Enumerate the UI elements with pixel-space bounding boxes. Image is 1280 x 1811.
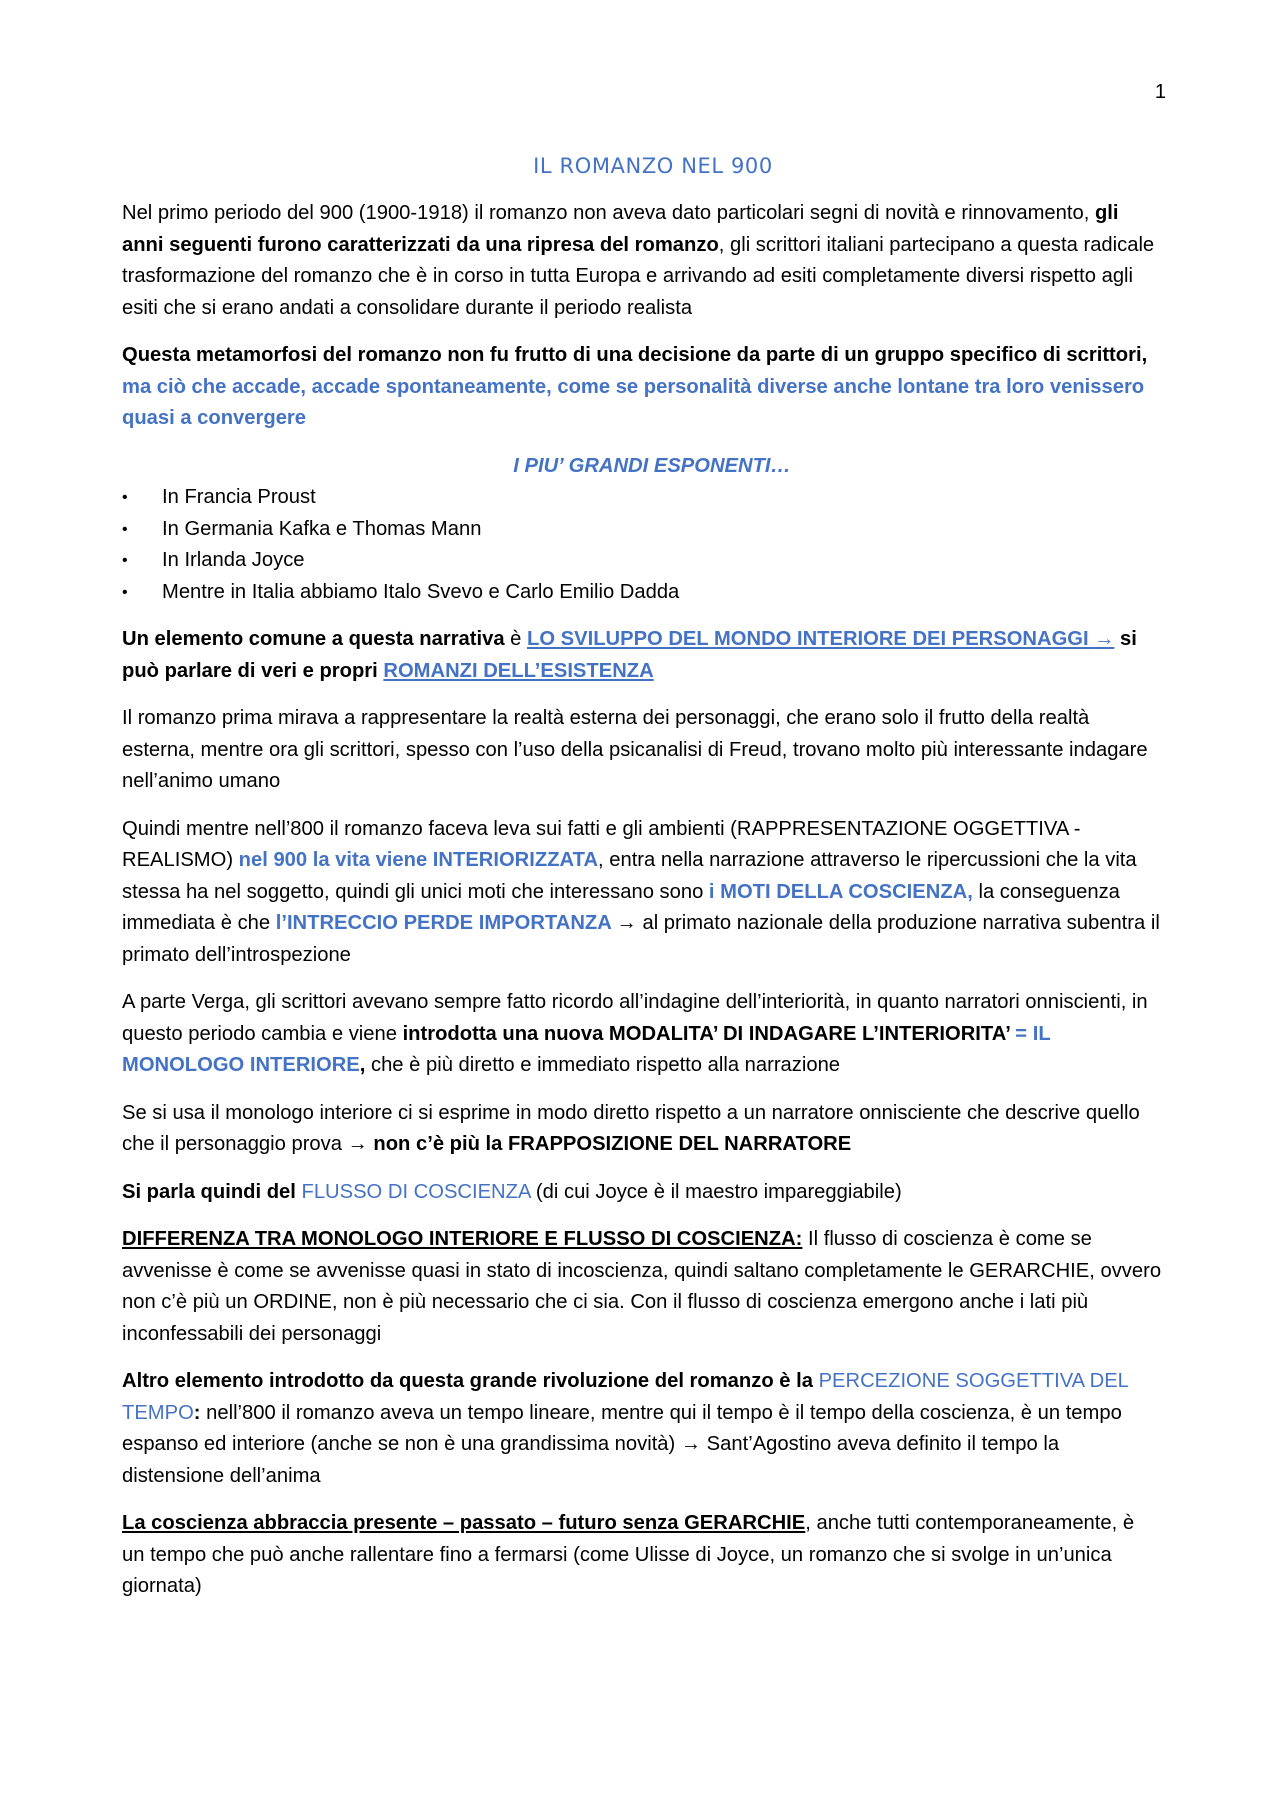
list-item (122, 514, 1162, 546)
list-item-text: In Germania Kafka e Thomas Mann (162, 517, 482, 540)
paragraph-intro (122, 198, 1162, 324)
paragraph-consciousness (122, 1508, 1162, 1603)
text-span: A parte Verga, gli scrittori avevano sempre fatto ricordo all’indagine dell’interiorità, in quanto narratori onniscienti, in questo periodo cambia e viene (122, 991, 1148, 1045)
text-span: al primato nazionale della produzione narrativa subentra il primato dell’introspezione (122, 912, 1160, 966)
text-bold: : (193, 1401, 201, 1424)
text-bold-blue: ma ciò che accade, accade spontaneamente, come se personalità diverse anche lontane tra loro venissero quasi a convergere (122, 375, 1145, 429)
list-item (122, 482, 1162, 514)
bullet-icon: • (122, 489, 128, 506)
paragraph-monologue (122, 1098, 1162, 1161)
text-bold-blue: = IL MONOLOGO INTERIORE (122, 1022, 1051, 1076)
text-span: Il flusso di coscienza è come se avvenisse è come se avvenisse quasi in stato di incoscienza, quindi saltano completamente le GERARCHIE, ovvero non c’è più un ORDINE, non è più necessario che ci sia. Con il flusso di coscienza emergono anche i lati più inconfessabili dei personaggi (122, 1228, 1162, 1345)
text-bold: si può parlare di veri e propri (122, 628, 1137, 682)
text-bold-blue: i MOTI DELLA COSCIENZA, (708, 880, 973, 903)
exponents-heading: I PIU’ GRANDI ESPONENTI… (513, 454, 791, 477)
paragraph-common-element (122, 624, 1162, 687)
text-blue: PERCEZIONE SOGGETTIVA DEL TEMPO (122, 1370, 1129, 1424)
document-title: IL ROMANZO NEL 900 (533, 154, 773, 178)
list-item-text: In Irlanda Joyce (162, 549, 305, 571)
text-bold: Un elemento comune a questa narrativa (122, 628, 505, 650)
arrow-right-icon: → (611, 912, 643, 934)
text-bold: Questa metamorfosi del romanzo non fu frutto di una decisione da parte di un gruppo specifico di scrittori, (122, 344, 1148, 366)
text-bold: Altro elemento introdotto da questa grande rivoluzione del romanzo è la (122, 1370, 819, 1392)
paragraph-interiorized (122, 814, 1162, 972)
list-item (122, 545, 1162, 577)
exponents-list (122, 482, 1162, 608)
text-span: la conseguenza immediata è che (122, 880, 1120, 934)
arrow-right-icon: → (347, 1133, 368, 1155)
bullet-icon: • (122, 520, 128, 538)
paragraph-before-now: Il romanzo prima mirava a rappresentare la realtà esterna dei personaggi, che erano solo il frutto della realtà esterna, mentre ora gli scrittori, spesso con l’uso della psicanalisi di Freud, trovano molto più interessante indagare nell’animo umano (122, 707, 1148, 792)
paragraph-metamorphosis (122, 340, 1162, 435)
text-bold-underlined: La coscienza abbraccia presente – passato – futuro senza GERARCHIE (122, 1512, 806, 1534)
text-span: , gli scrittori italiani partecipano a questa radicale trasformazione del romanzo che è in corso in tutta Europa e arrivando ad esiti completamente diversi rispetto agli esiti che si erano andati a consolidare durante il periodo realista (122, 233, 1155, 319)
text-span: , entra nella narrazione attraverso le ripercussioni che la vita stessa ha nel soggetto, quindi gli unici moti che interessano sono (122, 849, 1137, 903)
text-bold-blue-underlined: LO SVILUPPO DEL MONDO INTERIORE DEI PERSONAGGI (527, 628, 1095, 650)
list-item-text: Mentre in Italia abbiamo Italo Svevo e Carlo Emilio Dadda (162, 580, 680, 603)
arrow-right-icon: → (680, 1433, 702, 1455)
bullet-icon: • (122, 552, 128, 569)
text-span: , anche tutti contemporaneamente, è un tempo che può anche rallentare fino a fermarsi (come Ulisse di Joyce, un romanzo che si svolge in un’unica giornata) (122, 1512, 1135, 1597)
paragraph-difference (122, 1224, 1162, 1350)
text-span: è (504, 628, 528, 650)
text-bold: introdotta una nuova MODALITA’ DI INDAGARE L’INTERIORITA’ (402, 1022, 1010, 1045)
list-item-text: In Francia Proust (162, 486, 316, 508)
list-item (122, 577, 1162, 609)
text-span: (di cui Joyce è il maestro impareggiabile) (530, 1180, 902, 1203)
text-span: che è più diretto e immediato rispetto alla narrazione (365, 1054, 841, 1076)
text-span: Sant’Agostino aveva definito il tempo la distensione dell’anima (122, 1433, 1060, 1487)
text-bold: Si parla quindi del (122, 1180, 302, 1203)
text-bold-underlined: DIFFERENZA TRA MONOLOGO INTERIORE E FLUSSO DI COSCIENZA: (122, 1228, 803, 1250)
paragraph-stream (122, 1177, 1162, 1209)
text-span: nell’800 il romanzo aveva un tempo lineare, mentre qui il tempo è il tempo della coscienza, è un tempo espanso ed interiore (anche se non è una grandissima novità) (122, 1401, 1122, 1455)
paragraph-time-perception (122, 1366, 1162, 1492)
text-bold-blue: nel 900 la vita viene INTERIORIZZATA (238, 849, 599, 871)
text-bold-blue-underlined: ROMANZI DELL’ESISTENZA (383, 659, 654, 682)
text-span: Se si usa il monologo interiore ci si esprime in modo diretto rispetto a un narratore onnisciente che descrive quello che il personaggio prova (122, 1101, 1140, 1155)
paragraph-verga (122, 987, 1162, 1082)
text-blue: FLUSSO DI COSCIENZA (301, 1180, 531, 1203)
text-bold: non c’è più la FRAPPOSIZIONE DEL NARRATORE (367, 1133, 852, 1155)
page-number: 1 (1154, 81, 1166, 103)
text-bold-blue: l’INTRECCIO PERDE IMPORTANZA (275, 912, 612, 934)
arrow-right-icon: → (1094, 628, 1115, 650)
text-bold: gli anni seguenti furono caratterizzati da una ripresa del romanzo (122, 202, 1119, 256)
bullet-icon: • (122, 583, 128, 601)
document-body (122, 198, 1162, 1619)
text-span: Nel primo periodo del 900 (1900-1918) il romanzo non aveva dato particolari segni di novità e rinnovamento, (122, 202, 1095, 224)
text-span: Quindi mentre nell’800 il romanzo faceva leva sui fatti e gli ambienti (RAPPRESENTAZIONE OGGETTIVA - REALISMO) (122, 817, 1081, 871)
text-bold: , (359, 1054, 366, 1076)
